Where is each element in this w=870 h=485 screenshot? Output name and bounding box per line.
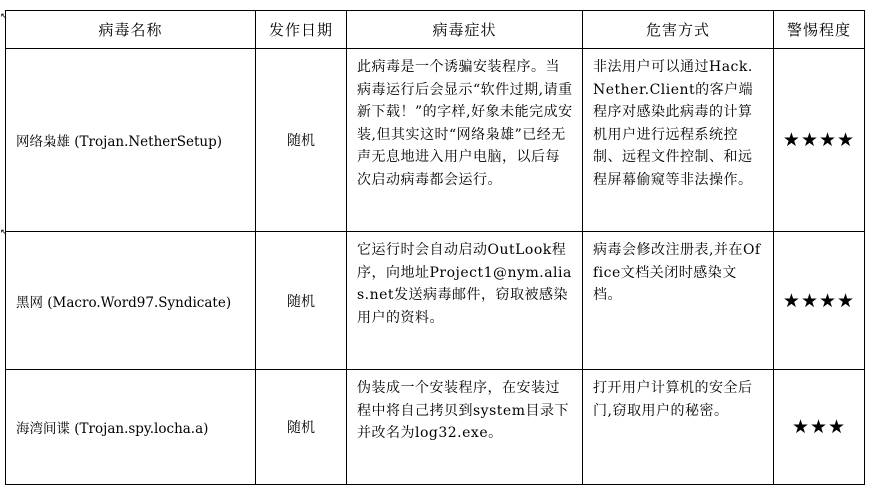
alert-level-stars: ★★★★ bbox=[774, 49, 865, 232]
harm-cell: 病毒会修改注册表,并在Office文档关闭时感染文档。 bbox=[583, 232, 774, 370]
virus-table-container bbox=[5, 10, 864, 485]
alert-level-stars: ★★★★ bbox=[774, 232, 865, 370]
header-onset-date: 发作日期 bbox=[256, 11, 347, 49]
table-row bbox=[6, 370, 865, 485]
edge-mark-top: ↖ bbox=[0, 12, 8, 22]
virus-name-cell: 海湾间谍 (Trojan.spy.locha.a) bbox=[6, 370, 256, 485]
symptom-cell: 此病毒是一个诱骗安装程序。当病毒运行后会显示“软件过期,请重新下载！”的字样,好象未能完成安装,但其实这时“网络枭雄”已经无声无息地进入用户电脑，以后每次启动病毒都会运行。 bbox=[347, 49, 583, 232]
header-virus-name: 病毒名称 bbox=[6, 11, 256, 49]
header-alert-level: 警惕程度 bbox=[774, 11, 865, 49]
symptom-cell: 伪装成一个安装程序，在安装过程中将自己拷贝到system目录下并改名为log32.exe。 bbox=[347, 370, 583, 485]
header-symptoms: 病毒症状 bbox=[347, 11, 583, 49]
onset-date-cell: 随机 bbox=[256, 49, 347, 232]
harm-cell: 非法用户可以通过Hack.Nether.Client的客户端程序对感染此病毒的计算机用户进行远程系统控制、远程文件控制、和远程屏幕偷窥等非法操作。 bbox=[583, 49, 774, 232]
table-row bbox=[6, 232, 865, 370]
virus-name-cell: 黑网 (Macro.Word97.Syndicate) bbox=[6, 232, 256, 370]
header-harm-method: 危害方式 bbox=[583, 11, 774, 49]
virus-table bbox=[5, 10, 865, 485]
alert-level-stars: ★★★ bbox=[774, 370, 865, 485]
onset-date-cell: 随机 bbox=[256, 370, 347, 485]
table-row bbox=[6, 49, 865, 232]
virus-name-cell: 网络枭雄 (Trojan.NetherSetup) bbox=[6, 49, 256, 232]
symptom-cell: 它运行时会自动启动OutLook程序，向地址Project1@nym.alias.net发送病毒邮件，窃取被感染用户的资料。 bbox=[347, 232, 583, 370]
onset-date-cell: 随机 bbox=[256, 232, 347, 370]
harm-cell: 打开用户计算机的安全后门,窃取用户的秘密。 bbox=[583, 370, 774, 485]
edge-mark-middle: ↖ bbox=[0, 228, 8, 238]
table-header-row bbox=[6, 11, 865, 49]
